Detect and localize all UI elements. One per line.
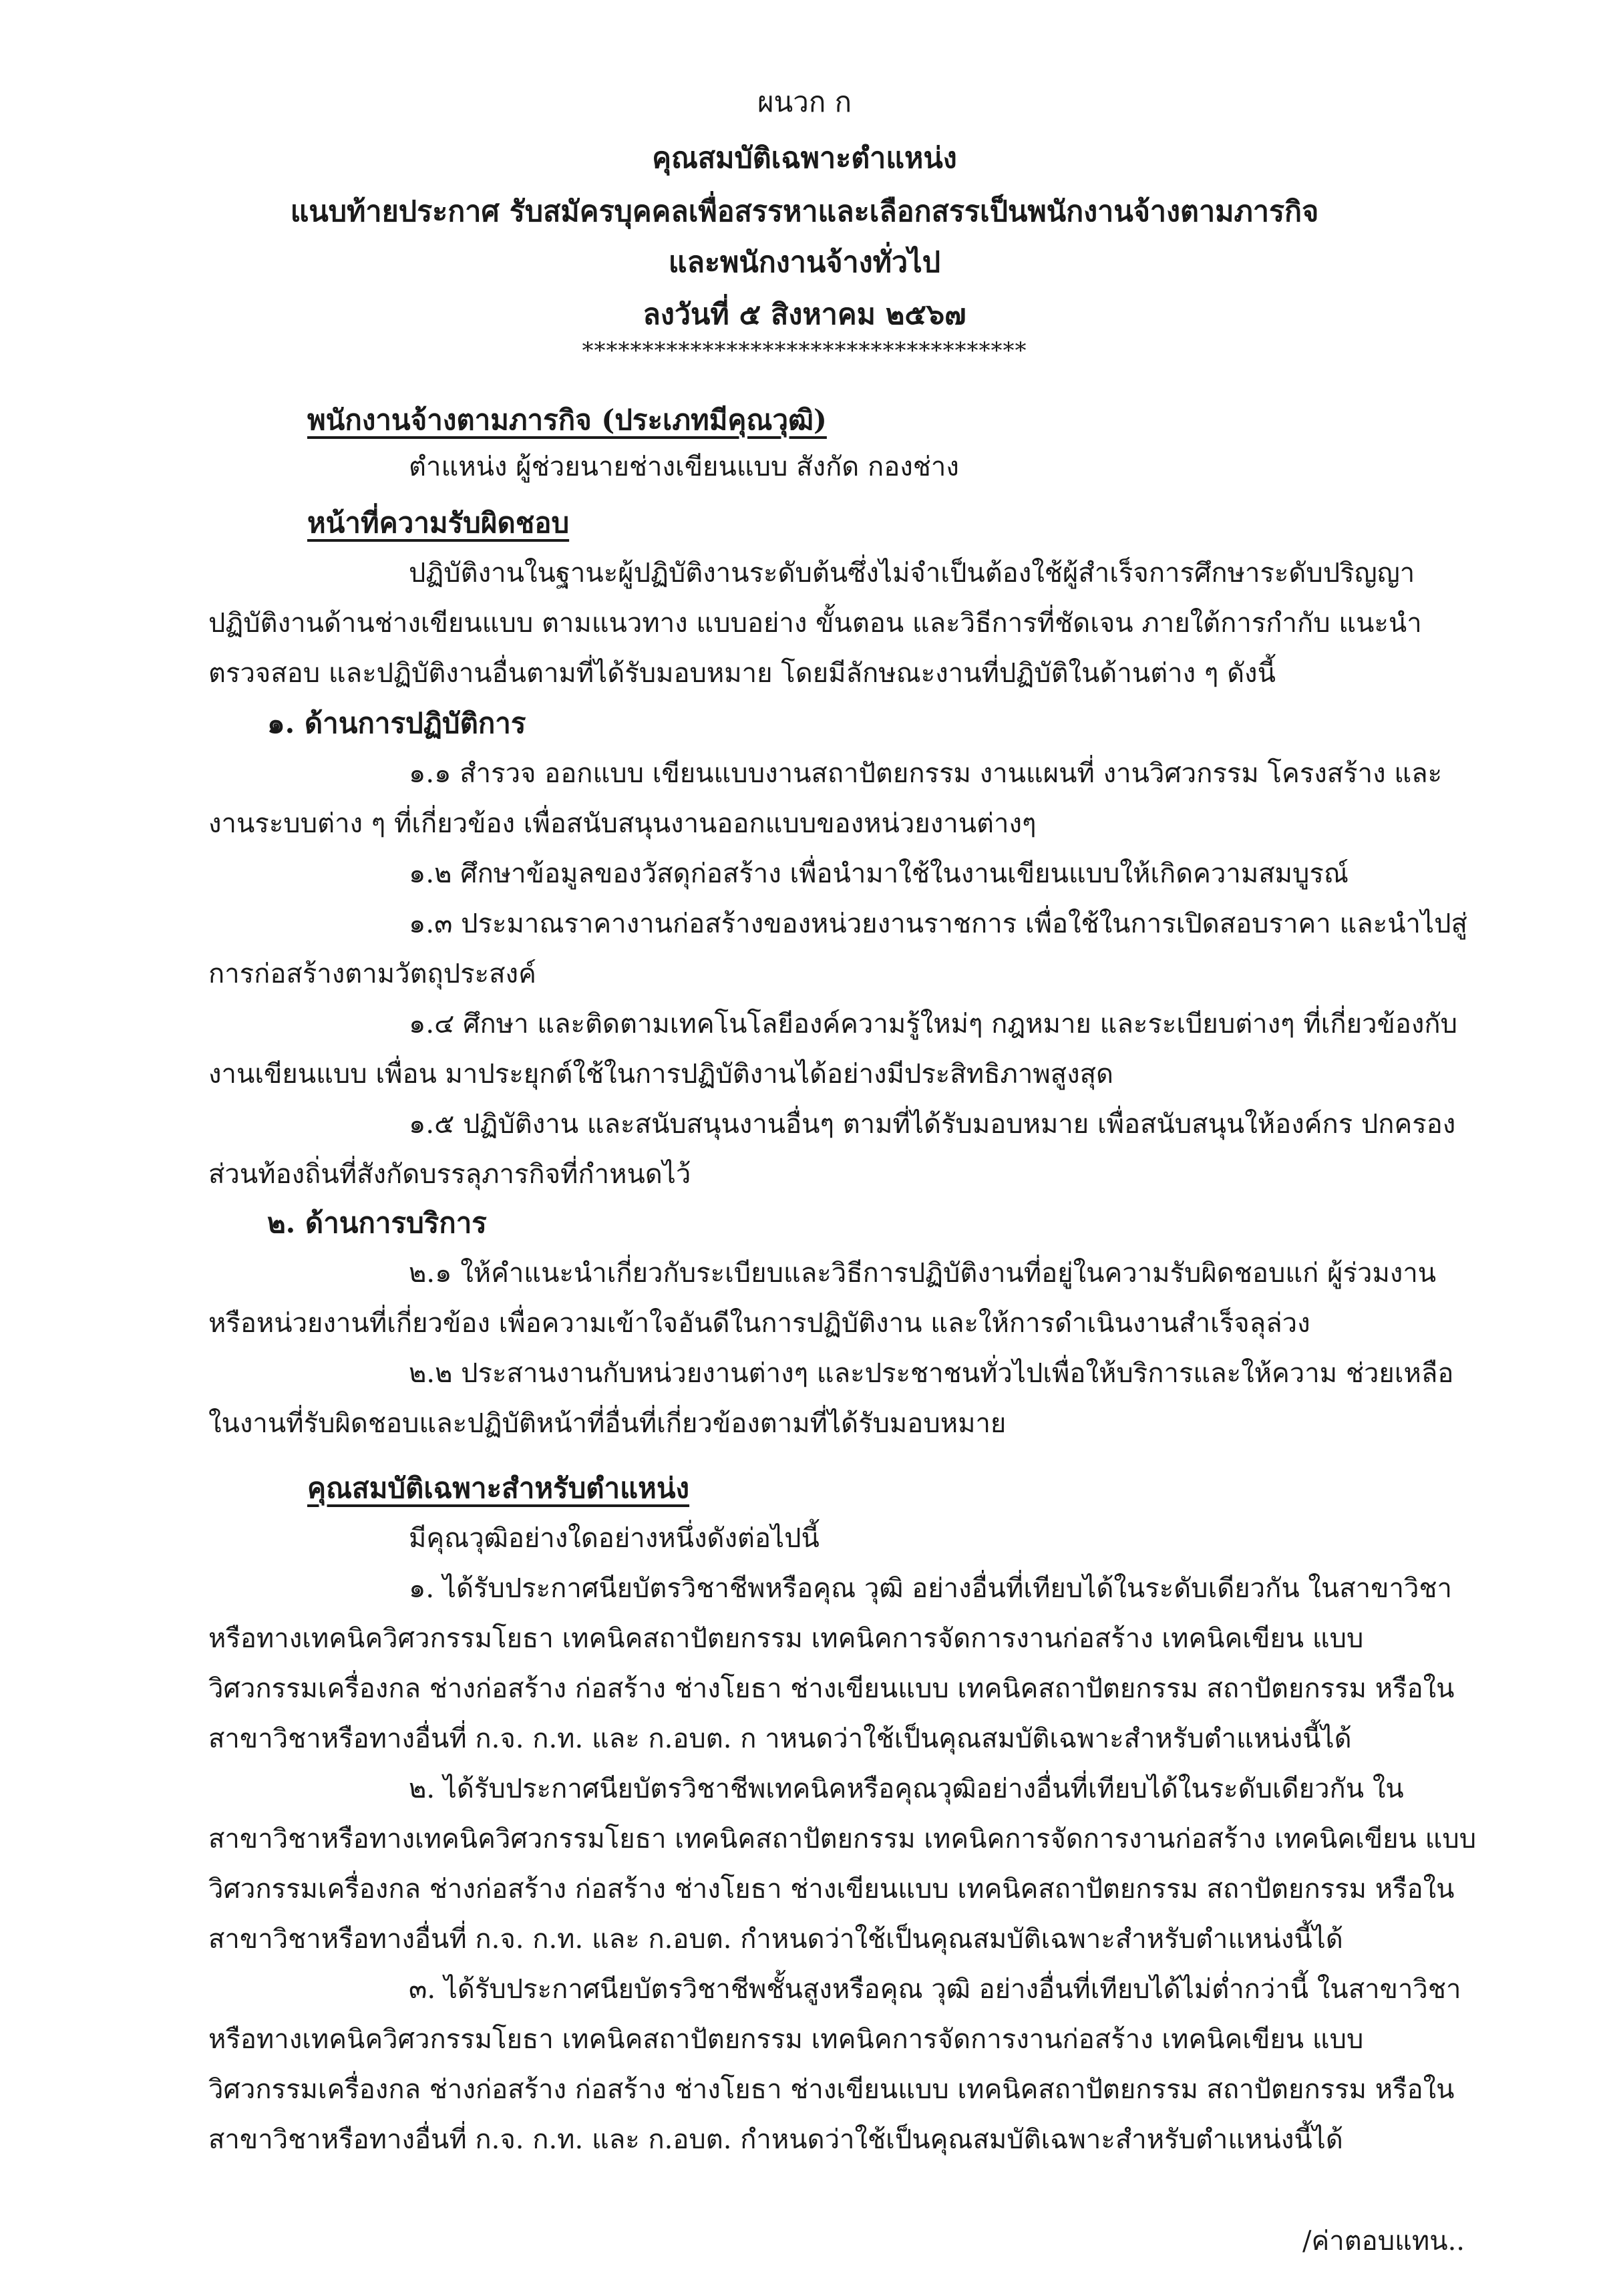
qualification-line: วิศวกรรมเครื่องกล ช่างก่อสร้าง ก่อสร้าง ช่างโยธา ช่างเขียนแบบ เทคนิคสถาปัตยกรรม สถาปัตยกรรม หรือใน bbox=[208, 2074, 1455, 2105]
section-type-heading: พนักงานจ้างตามภารกิจ (ประเภทมีคุณวุฒิ) bbox=[307, 403, 827, 436]
qualification-line: สาขาวิชาหรือทางอื่นที่ ก.จ. ก.ท. และ ก.อบต. ก าหนดว่าใช้เป็นคุณสมบัติเฉพาะสำหรับตำแหน่งนี้ได้ bbox=[208, 1724, 1352, 1754]
duties-heading: หน้าที่ความรับผิดชอบ bbox=[307, 506, 570, 539]
qualification-line: วิศวกรรมเครื่องกล ช่างก่อสร้าง ก่อสร้าง ช่างโยธา ช่างเขียนแบบ เทคนิคสถาปัตยกรรม สถาปัตยกรรม หรือใน bbox=[208, 1874, 1455, 1905]
duty-line: ๑.๑ สำรวจ ออกแบบ เขียนแบบงานสถาปัตยกรรม งานแผนที่ งานวิศวกรรม โครงสร้าง และ bbox=[409, 758, 1443, 789]
duty-line: หรือหน่วยงานที่เกี่ยวข้อง เพื่อความเข้าใจอันดีในการปฏิบัติงาน และให้การดำเนินงานสำเร็จลุล่วง bbox=[208, 1308, 1310, 1339]
qualification-line: ๑. ได้รับประกาศนียบัตรวิชาชีพหรือคุณ วุฒิ อย่างอื่นที่เทียบได้ในระดับเดียวกัน ในสาขาวิชา bbox=[409, 1573, 1453, 1604]
duties-intro-line: ปฏิบัติงานด้านช่างเขียนแบบ ตามแนวทาง แบบอย่าง ขั้นตอน และวิธีการที่ชัดเจน ภายใต้การกำกับ แนะนำ bbox=[208, 608, 1422, 639]
duty-line: ในงานที่รับผิดชอบและปฏิบัติหน้าที่อื่นที่เกี่ยวข้องตามที่ได้รับมอบหมาย bbox=[208, 1408, 1007, 1439]
duty-line: งานเขียนแบบ เพื่อน มาประยุกต์ใช้ในการปฏิบัติงานได้อย่างมีประสิทธิภาพสูงสุด bbox=[208, 1059, 1114, 1090]
qualifications-intro: มีคุณวุฒิอย่างใดอย่างหนึ่งดังต่อไปนี้ bbox=[409, 1523, 820, 1554]
qualifications-heading: คุณสมบัติเฉพาะสำหรับตำแหน่ง bbox=[307, 1472, 690, 1504]
qualification-line: สาขาวิชาหรือทางอื่นที่ ก.จ. ก.ท. และ ก.อบต. กำหนดว่าใช้เป็นคุณสมบัติเฉพาะสำหรับตำแหน่งนี้ได้ bbox=[208, 1924, 1343, 1955]
annex-label: ผนวก ก bbox=[757, 86, 852, 118]
document-subtitle: แนบท้ายประกาศ รับสมัครบุคคลเพื่อสรรหาและเลือกสรรเป็นพนักงานจ้างตามภารกิจ bbox=[290, 195, 1319, 228]
duty-line: ๑.๕ ปฏิบัติงาน และสนับสนุนงานอื่นๆ ตามที่ได้รับมอบหมาย เพื่อสนับสนุนให้องค์กร ปกครอง bbox=[409, 1109, 1456, 1140]
position-line: ตำแหน่ง ผู้ช่วยนายช่างเขียนแบบ สังกัด กองช่าง bbox=[409, 452, 959, 482]
duties-intro-line: ปฏิบัติงานในฐานะผู้ปฏิบัติงานระดับต้นซึ่งไม่จำเป็นต้องใช้ผู้สำเร็จการศึกษาระดับปริญญา bbox=[409, 558, 1415, 589]
continuation-note: /ค่าตอบแทน.. bbox=[1302, 2226, 1465, 2257]
document-title: คุณสมบัติเฉพาะตำแหน่ง bbox=[652, 142, 957, 175]
operations-heading: ๑. ด้านการปฏิบัติการ bbox=[267, 707, 526, 740]
duty-line: งานระบบต่าง ๆ ที่เกี่ยวข้อง เพื่อสนับสนุนงานออกแบบของหน่วยงานต่างๆ bbox=[208, 808, 1037, 839]
duty-line: ๒.๑ ให้คำแนะนำเกี่ยวกับระเบียบและวิธีการปฏิบัติงานที่อยู่ในความรับผิดชอบแก่ ผู้ร่วมงาน bbox=[409, 1258, 1437, 1289]
document-subtitle-2: และพนักงานจ้างทั่วไป bbox=[668, 246, 941, 279]
qualification-line: สาขาวิชาหรือทางอื่นที่ ก.จ. ก.ท. และ ก.อบต. กำหนดว่าใช้เป็นคุณสมบัติเฉพาะสำหรับตำแหน่งนี้ได้ bbox=[208, 2124, 1343, 2155]
qualification-line: หรือทางเทคนิควิศวกรรมโยธา เทคนิคสถาปัตยกรรม เทคนิคการจัดการงานก่อสร้าง เทคนิคเขียน แบบ bbox=[208, 2024, 1364, 2055]
qualification-line: ๓. ได้รับประกาศนียบัตรวิชาชีพชั้นสูงหรือคุณ วุฒิ อย่างอื่นที่เทียบได้ไม่ต่ำกว่านี้ ในสาขาวิชา bbox=[409, 1974, 1461, 2005]
separator-line: ************************************* bbox=[582, 337, 1027, 364]
duty-line: ๑.๒ ศึกษาข้อมูลของวัสดุก่อสร้าง เพื่อนำมาใช้ในงานเขียนแบบให้เกิดความสมบูรณ์ bbox=[409, 858, 1349, 889]
duty-line: ๑.๔ ศึกษา และติดตามเทคโนโลยีองค์ความรู้ใหม่ๆ กฎหมาย และระเบียบต่างๆ ที่เกี่ยวข้องกับ bbox=[409, 1009, 1458, 1039]
qualification-line: วิศวกรรมเครื่องกล ช่างก่อสร้าง ก่อสร้าง ช่างโยธา ช่างเขียนแบบ เทคนิคสถาปัตยกรรม สถาปัตยกรรม หรือใน bbox=[208, 1673, 1455, 1704]
duty-line: ๒.๒ ประสานงานกับหน่วยงานต่างๆ และประชาชนทั่วไปเพื่อให้บริการและให้ความ ช่วยเหลือ bbox=[409, 1358, 1454, 1389]
qualification-line: ๒. ได้รับประกาศนียบัตรวิชาชีพเทคนิคหรือคุณวุฒิอย่างอื่นที่เทียบได้ในระดับเดียวกัน ใน bbox=[409, 1774, 1404, 1804]
announcement-date: ลงวันที่ ๕ สิงหาคม ๒๕๖๗ bbox=[643, 298, 966, 331]
duties-intro-line: ตรวจสอบ และปฏิบัติงานอื่นตามที่ได้รับมอบหมาย โดยมีลักษณะงานที่ปฏิบัติในด้านต่าง ๆ ดังนี้ bbox=[208, 658, 1276, 689]
services-heading: ๒. ด้านการบริการ bbox=[267, 1206, 487, 1239]
duty-line: ๑.๓ ประมาณราคางานก่อสร้างของหน่วยงานราชการ เพื่อใช้ในการเปิดสอบราคา และนำไปสู่ bbox=[409, 909, 1467, 939]
qualification-line: หรือทางเทคนิควิศวกรรมโยธา เทคนิคสถาปัตยกรรม เทคนิคการจัดการงานก่อสร้าง เทคนิคเขียน แบบ bbox=[208, 1623, 1364, 1654]
duty-line: การก่อสร้างตามวัตถุประสงค์ bbox=[208, 959, 536, 989]
duty-line: ส่วนท้องถิ่นที่สังกัดบรรลุภารกิจที่กำหนดไว้ bbox=[208, 1159, 691, 1190]
qualification-line: สาขาวิชาหรือทางเทคนิควิศวกรรมโยธา เทคนิคสถาปัตยกรรม เทคนิคการจัดการงานก่อสร้าง เทคนิคเขียน แบบ bbox=[208, 1824, 1477, 1854]
